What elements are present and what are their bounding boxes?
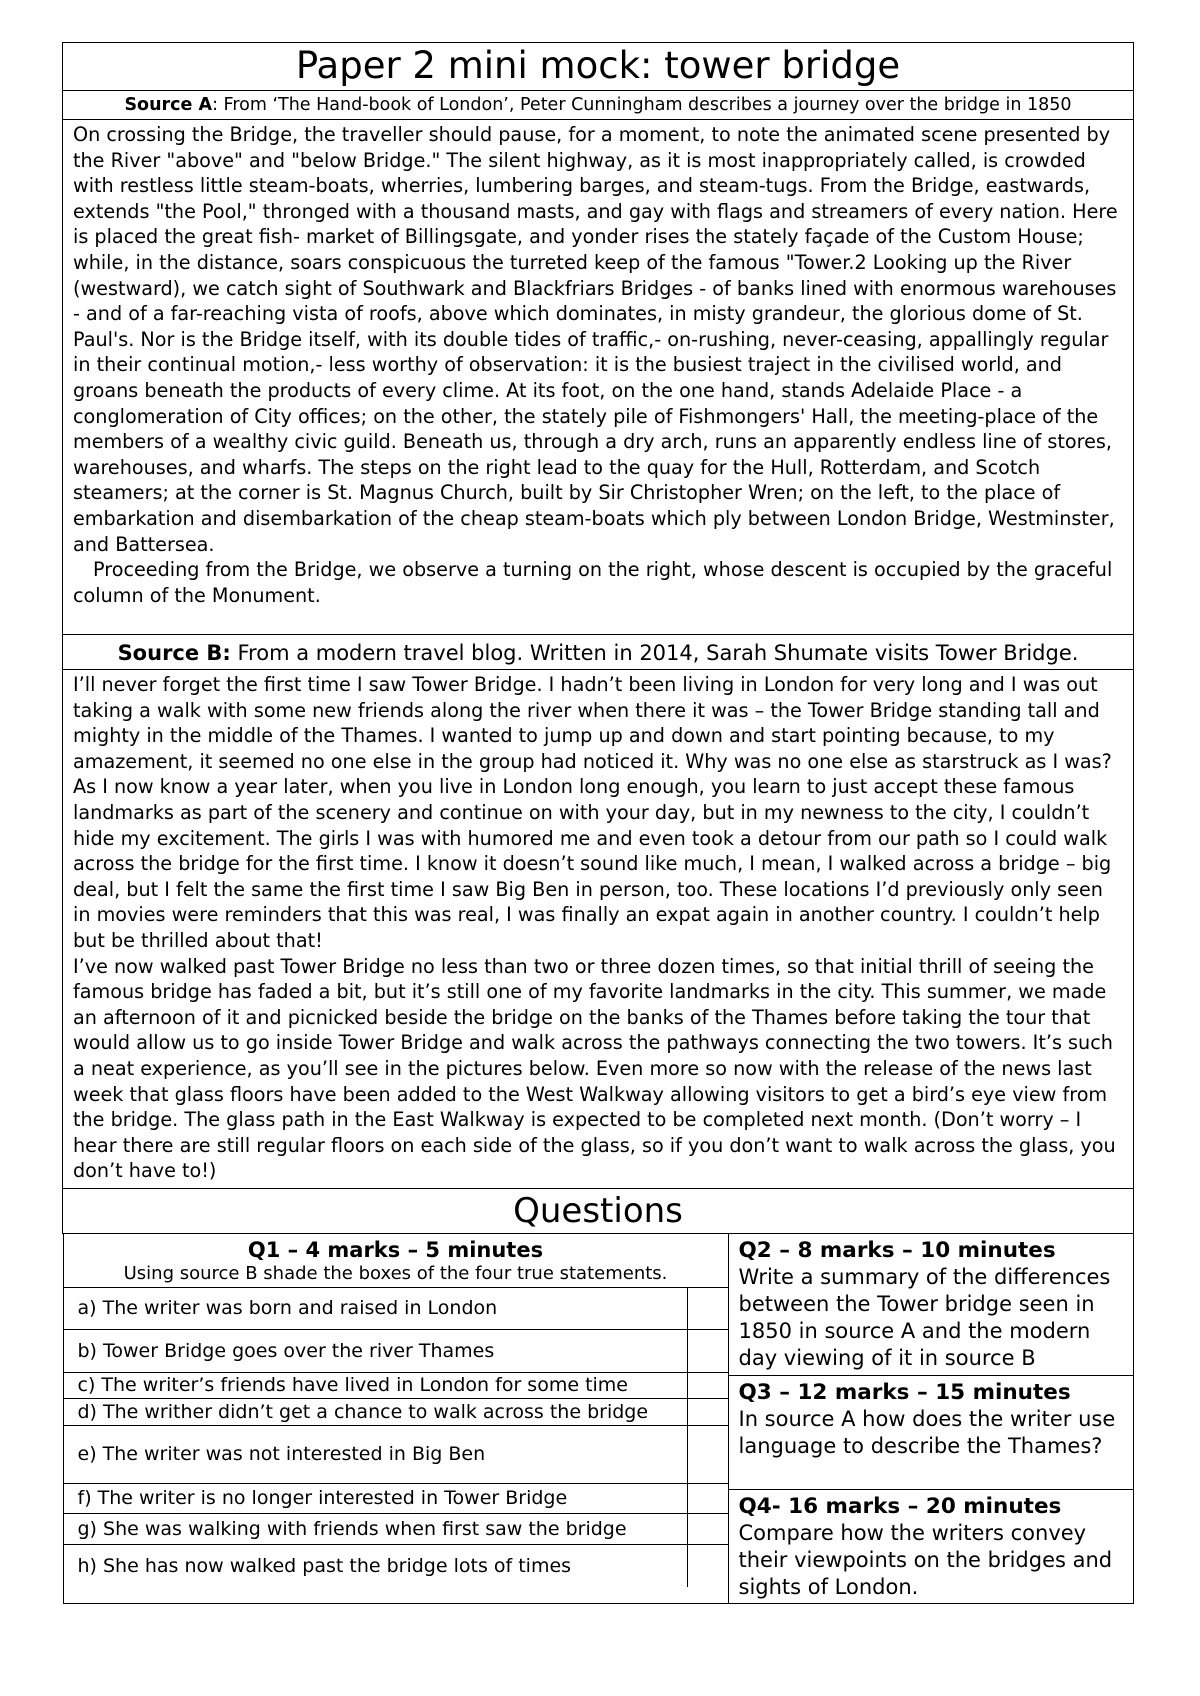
answer-box-g[interactable] [687,1513,728,1544]
q2-text: Write a summary of the differences between the Tower bridge seen in 1850 in source A and the modern day viewing of it in source B [738,1264,1111,1370]
q1-instruction: Using source B shade the boxes of the four true statements. [123,1262,668,1284]
source-b-heading [63,635,1134,670]
source-b-label: Source B: [117,641,231,665]
source-a-heading [63,91,1134,120]
source-a-label: Source A [124,95,213,115]
source-b-heading-text: From a modern travel blog. Written in 2014, Sarah Shumate visits Tower Bridge. [230,641,1079,665]
worksheet [62,42,1134,1604]
q1-column [63,1234,728,1604]
page-title: Paper 2 mini mock: tower bridge [63,43,1134,91]
statement-g: g) She was walking with friends when first saw the bridge [64,1513,688,1544]
q3-text: In source A how does the writer use language to describe the Thames? [738,1407,1116,1459]
source-a-paragraph: On crossing the Bridge, the traveller should pause, for a moment, to note the animated scene presented by the River "above" and "below Bridge." The silent highway, as it is most inappropriately called, is crowded with restless little steam-boats, wherries, lumbering barges, and steam-tugs. From the Bridge, eastwards, extends "the Pool," thronged with a thousand masts, and gay with flags and streamers of every nation. Here is placed the great fish- market of Billingsgate, and yonder rises the stately façade of the Custom House; while, in the distance, soars conspicuous the turreted keep of the famous "Tower.2 Looking up the River (westward), we catch sight of Southwark and Blackfriars Bridges - of banks lined with enormous warehouses - and of a far-reaching vista of roofs, above which dominates, in misty grandeur, the glorious dome of St. Paul's. Nor is the Bridge itself, with its double tides of traffic,- on-rushing, never-ceasing, appallingly regular in their continual motion,- less worthy of observation: it is the busiest traject in the civilised world, and groans beneath the products of every clime. At its foot, on the one hand, stands Adelaide Place - a conglomeration of City offices; on the other, the stately pile of Fishmongers' Hall, the meeting-place of the members of a wealthy civic guild. Beneath us, through a dry arch, runs an apparently endless line of stores, warehouses, and wharfs. The steps on the right lead to the quay for the Hull, Rotterdam, and Scotch steamers; at the corner is St. Magnus Church, built by Sir Christopher Wren; on the left, to the place of embarkation and disembarkation of the cheap steam-boats which ply between London Bridge, Westminster, and Battersea. [73,123,1118,556]
answer-box-f[interactable] [687,1483,728,1513]
questions-table [63,1234,1134,1605]
q2-cell [729,1234,1133,1376]
answer-box-b[interactable] [687,1329,728,1372]
answer-box-a[interactable] [687,1287,728,1329]
source-a-text [63,120,1134,635]
q4-text: Compare how the writers convey their viewpoints on the bridges and sights of London. [738,1521,1113,1600]
q1-heading: Q1 – 4 marks – 5 minutes [247,1237,544,1262]
q2-q4-table [729,1234,1133,1604]
worksheet-table [62,42,1134,1604]
statement-f: f) The writer is no longer interested in Tower Bridge [64,1483,688,1513]
q3-heading: Q3 – 12 marks – 15 minutes [738,1380,1071,1406]
q1-header [64,1234,728,1288]
q3-cell [729,1376,1133,1490]
source-b-text [63,670,1134,1189]
q1-table [64,1234,728,1588]
answer-box-c[interactable] [687,1372,728,1398]
statement-a: a) The writer was born and raised in London [64,1287,688,1329]
source-b-paragraph: I’ll never forget the first time I saw Tower Bridge. I hadn’t been living in London for very long and I was out taking a walk with some new friends along the river when there it was – the Tower Bridge standing tall and mighty in the middle of the Thames. I wanted to jump up and down and start pointing because, to my amazement, it seemed no one else in the group had noticed it. Why was no one else as starstruck as I was? As I now know a year later, when you live in London long enough, you learn to just accept these famous landmarks as part of the scenery and continue on with your day, but in my newness to the city, I couldn’t hide my excitement. The girls I was with humored me and even took a detour from our path so I could walk across the bridge for the first time. I know it doesn’t sound like much, I mean, I walked across a bridge – big deal, but I felt the same the first time I saw Big Ben in person, too. These locations I’d previously only seen in movies were reminders that this was real, I was finally an expat again in another country. I couldn’t help but be thrilled about that! [73,673,1112,952]
answer-box-d[interactable] [687,1398,728,1425]
q4-heading: Q4- 16 marks – 20 minutes [738,1494,1062,1520]
statement-h: h) She has now walked past the bridge lots of times [64,1544,688,1587]
questions-grid [63,1233,1134,1604]
source-a-paragraph: Proceeding from the Bridge, we observe a turning on the right, whose descent is occupied by the graceful column of the Monument. [73,558,1113,607]
source-b-paragraph: I’ve now walked past Tower Bridge no less than two or three dozen times, so that initial thrill of seeing the famous bridge has faded a bit, but it’s still one of my favorite landmarks in the city. This summer, we made an afternoon of it and picnicked beside the bridge on the banks of the Thames before taking the tour that would allow us to go inside Tower Bridge and walk across the pathways connecting the two towers. It’s such a neat experience, as you’ll see in the pictures below. Even more so now with the release of the news last week that glass floors have been added to the West Walkway allowing visitors to get a bird’s eye view from the bridge. The glass path in the East Walkway is expected to be completed next month. (Don’t worry – I hear there are still regular floors on each side of the glass, so if you don’t want to walk across the glass, you don’t have to!) [73,954,1116,1183]
statement-c: c) The writer’s friends have lived in London for some time [64,1372,688,1398]
q2-q4-column [728,1234,1133,1604]
source-a-heading-text: : From ‘The Hand-book of London’, Peter Cunningham describes a journey over the bridge in 1850 [212,95,1072,115]
statement-d: d) The writher didn’t get a chance to walk across the bridge [64,1398,688,1425]
questions-title: Questions [63,1188,1134,1233]
statement-b: b) Tower Bridge goes over the river Thames [64,1329,688,1372]
q2-heading: Q2 – 8 marks – 10 minutes [738,1237,1056,1263]
q4-cell [729,1490,1133,1604]
answer-box-e[interactable] [687,1425,728,1483]
statement-e: e) The writer was not interested in Big Ben [64,1425,688,1483]
answer-box-h[interactable] [687,1544,728,1587]
